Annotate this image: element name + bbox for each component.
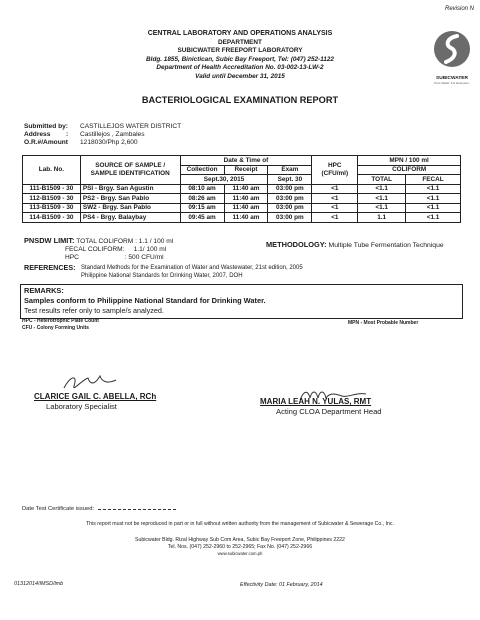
address-label: Address — [24, 131, 51, 138]
fecal-coliform-cell: <1.1 — [406, 184, 461, 194]
collection-cell: 09:45 am — [180, 213, 224, 223]
header-coliform: COLIFORM — [358, 165, 461, 175]
header-source — [80, 156, 180, 185]
collection-cell: 08:26 am — [180, 194, 224, 204]
receipt-cell: 11:40 am — [224, 194, 268, 204]
signatory-left-name: CLARICE GAIL C. ABELLA, RCh — [34, 392, 157, 401]
water-drop-logo-icon — [433, 28, 471, 70]
remarks-label: REMARKS: — [24, 286, 64, 295]
methodology — [266, 240, 444, 249]
lab-header — [0, 30, 480, 82]
submitted-by-value: CASTILLEJOS WATER DISTRICT — [80, 123, 182, 130]
header-exam-date: Sept. 30 — [268, 175, 312, 185]
source-cell: PS4 - Brgy. Balaybay — [80, 213, 180, 223]
submitted-by-label: Submitted by: — [24, 123, 68, 130]
submission-info — [24, 123, 324, 151]
collection-cell: 08:10 am — [180, 184, 224, 194]
header-date-time: Date & Time of — [180, 156, 312, 166]
or-amount-value: 1218030/Php 2,600 — [80, 139, 138, 146]
signatory-left-title: Laboratory Specialist — [46, 402, 117, 411]
exam-cell: 03:00 pm — [268, 203, 312, 213]
footer-tel: Tel. Nos. (047) 252-2960 to 252-2965; Fax No. (047) 252-2966 — [167, 544, 313, 550]
reference-line-2: Philippine National Standards for Drinking Water, 2007, DOH — [81, 273, 243, 279]
note-cfu: CFU - Colony Forming Units — [22, 325, 89, 331]
remarks-line-2: Test results refer only to sample/s analyzed. — [24, 306, 164, 315]
references-label: REFERENCES: — [24, 263, 76, 272]
effectivity-date: Effectivity Date: 01 February, 2014 — [240, 582, 323, 588]
header-hpc — [312, 156, 358, 185]
lab-no-cell: 112-B1509 - 30 — [23, 194, 81, 204]
address-colon: : — [66, 131, 69, 138]
hpc-cell: <1 — [312, 213, 358, 223]
header-fecal: FECAL — [406, 175, 461, 185]
footer-address: Subicwater Bldg. Rizal Highway Sub Com Area, Subic Bay Freeport Zone, Philippines 2222 — [135, 537, 345, 543]
fecal-coliform-cell: <1.1 — [406, 194, 461, 204]
methodology-label: METHODOLOGY: — [266, 240, 327, 249]
revision-label: Revision N — [444, 6, 474, 12]
logo-caption: SUBICWATER — [436, 76, 468, 81]
receipt-cell: 11:40 am — [224, 203, 268, 213]
limit-total-coliform: TOTAL COLIFORM : 1.1 / 100 ml — [76, 238, 174, 245]
total-coliform-cell: 1.1 — [358, 213, 406, 223]
hpc-cell: <1 — [312, 194, 358, 204]
exam-cell: 03:00 pm — [268, 194, 312, 204]
lab-no-cell: 111-B1509 - 30 — [23, 184, 81, 194]
address-value: Castillejos , Zambales — [80, 131, 145, 138]
remarks-box — [20, 284, 463, 319]
source-cell: PSI - Brgy. San Agustin — [80, 184, 180, 194]
header-line-4: Bldg. 1855, Binictican, Subic Bay Freeport, Tel: (047) 252-1122 — [146, 55, 334, 63]
exam-cell: 03:00 pm — [268, 213, 312, 223]
limit-fecal-coliform: FECAL COLIFORM: 1.1/ 100 ml — [65, 246, 167, 254]
header-line-5: Department of Health Accreditation No. 03-002-13-LW-2 — [156, 64, 324, 72]
signatory-right-title: Acting CLOA Department Head — [276, 407, 382, 416]
reference-line-1: Standard Methods for the Examination of Water and Wastewater, 21st edition, 2005 — [81, 265, 303, 271]
table-row — [23, 194, 461, 204]
signatory-right — [260, 397, 382, 416]
receipt-cell: 11:40 am — [224, 184, 268, 194]
collection-cell: 09:15 am — [180, 203, 224, 213]
header-mpn: MPN / 100 ml — [358, 156, 461, 166]
header-line-3: SUBICWATER FREEPORT LABORATORY — [177, 47, 303, 55]
source-cell: SW2 - Brgy. San Pablo — [80, 203, 180, 213]
signatory-right-name: MARIA LEAH N. YULAS, RMT — [260, 397, 372, 406]
header-receipt: Receipt — [224, 165, 268, 175]
lab-no-cell: 114-B1509 - 30 — [23, 213, 81, 223]
signatory-left — [34, 392, 156, 411]
footer-disclaimer: This report must not be reproduced in part or in full without written authority from the management of Subicwater & Sewerage Co., Inc. — [86, 521, 394, 527]
total-coliform-cell: <1.1 — [358, 184, 406, 194]
exam-cell: 03:00 pm — [268, 184, 312, 194]
total-coliform-cell: <1.1 — [358, 203, 406, 213]
methodology-value: Multiple Tube Fermentation Technique — [328, 242, 444, 249]
subicwater-logo — [432, 28, 472, 86]
remarks-line-1: Samples conform to Philippine National Standard for Drinking Water. — [24, 296, 266, 305]
hpc-cell: <1 — [312, 203, 358, 213]
header-exam: Exam — [268, 165, 312, 175]
issued-blank — [98, 509, 176, 510]
table-row — [23, 203, 461, 213]
table-row — [23, 184, 461, 194]
issued-line — [22, 506, 176, 512]
fecal-coliform-cell: <1.1 — [406, 203, 461, 213]
header-hpc-line1: HPC — [328, 162, 342, 170]
pnsdw-limits — [24, 237, 173, 263]
note-hpc: HPC - Heterotrophic Plate Count — [22, 318, 99, 324]
header-line-2: DEPARTMENT — [218, 38, 262, 46]
source-cell: PS2 - Brgy. San Pablo — [80, 194, 180, 204]
header-hpc-line2: (CFU/ml) — [321, 169, 349, 177]
signature-left-icon — [60, 372, 130, 394]
lab-no-cell: 113-B1509 - 30 — [23, 203, 81, 213]
header-total: TOTAL — [358, 175, 406, 185]
header-source-line1: SOURCE OF SAMPLE / — [95, 162, 166, 170]
limit-hpc: HPC : 500 CFU/ml — [65, 254, 164, 262]
header-collection-date: Sept.30, 2015 — [180, 175, 268, 185]
fecal-coliform-cell: <1.1 — [406, 213, 461, 223]
document-code: 01312014/IMSD/lmb — [14, 581, 64, 587]
footer-web: www.subicwater.com.ph — [217, 551, 263, 556]
total-coliform-cell: <1.1 — [358, 194, 406, 204]
report-title: BACTERIOLOGICAL EXAMINATION REPORT — [141, 95, 339, 105]
limits-label: PNSDW LIMIT: — [24, 236, 75, 245]
header-collection: Collection — [180, 165, 224, 175]
header-line-6: Valid until December 31, 2015 — [195, 72, 285, 80]
issued-label: Date Test Certificate issued: — [22, 506, 95, 512]
logo-tagline: Pure Water. For Everyone. — [434, 81, 470, 85]
table-row — [23, 213, 461, 223]
note-mpn: MPN - Most Probable Number — [348, 320, 419, 326]
header-line-1: CENTRAL LABORATORY AND OPERATIONS ANALYSIS — [147, 30, 333, 37]
or-amount-label: O.R.#/Amount — [24, 139, 68, 146]
results-table — [22, 155, 461, 223]
hpc-cell: <1 — [312, 184, 358, 194]
receipt-cell: 11:40 am — [224, 213, 268, 223]
header-source-line2: SAMPLE IDENTIFICATION — [90, 169, 170, 177]
header-lab-no: Lab. No. — [23, 156, 81, 185]
